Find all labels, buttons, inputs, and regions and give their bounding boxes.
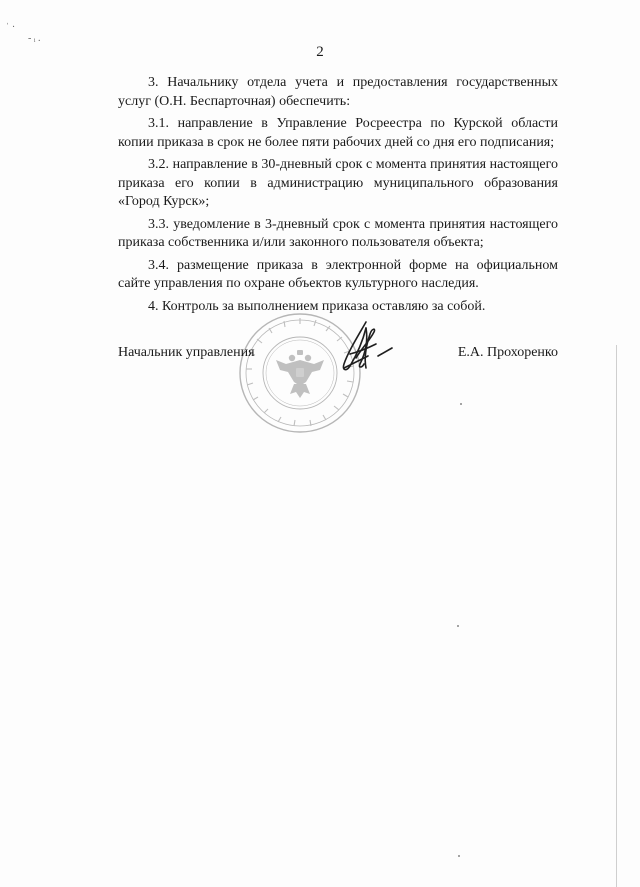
paragraph-3-4: 3.4. размещение приказа в электронной форме на официальном сайте управления по охране объектов культурного наследия. bbox=[118, 257, 558, 291]
paragraph-4: 4. Контроль за выполнением приказа оставляю за собой. bbox=[148, 298, 486, 314]
signatory-title: Начальник управления bbox=[118, 345, 255, 360]
scan-speck bbox=[458, 855, 460, 857]
scan-mark: ˈ · bbox=[6, 22, 16, 33]
signatory-name: Е.А. Прохоренко bbox=[457, 345, 558, 360]
paragraph-3-3: 3.3. уведомление в 3-дневный срок с момента принятия настоящего приказа собственника и/или законного пользователя объекта; bbox=[118, 216, 558, 250]
paragraph-3-1: 3.1. направление в Управление Росреестра по Курской области копии приказа в срок не более пяти рабочих дней со дня его подписания; bbox=[118, 116, 558, 150]
scan-mark: - ᵢ . bbox=[28, 33, 41, 44]
scan-edge-line bbox=[616, 345, 617, 887]
page-number: 2 bbox=[316, 44, 324, 60]
scan-speck bbox=[460, 403, 462, 405]
paragraph-3-2: 3.2. направление в 30-дневный срок с момента принятия настоящего приказа его копии в администрацию муниципального образования «Город Курск»; bbox=[118, 157, 558, 209]
paragraph-3: 3. Начальнику отдела учета и предоставления государственных услуг (О.Н. Беспарточная) обеспечить: bbox=[118, 75, 558, 109]
signature-block bbox=[118, 345, 558, 365]
scan-speck bbox=[457, 625, 459, 627]
document-body bbox=[118, 74, 558, 320]
